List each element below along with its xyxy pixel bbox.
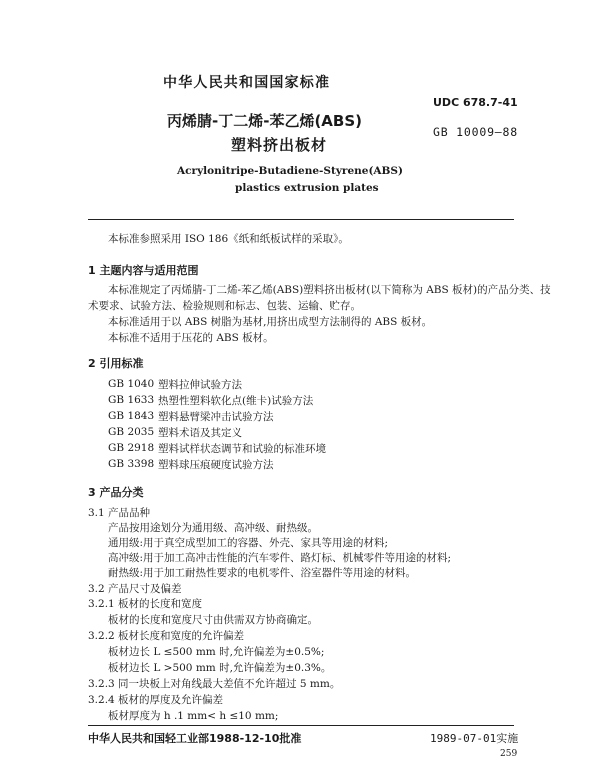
subsection-3-2-1: 3.2.1 板材的长度和宽度: [88, 598, 203, 610]
ref-code: GB 1040: [108, 378, 155, 390]
section-2-heading: 2 引用标准: [88, 357, 144, 370]
section-1-para2: 本标准适用于以 ABS 树脂为基材,用挤出成型方法制得的 ABS 板材。: [108, 316, 433, 328]
section-1-heading: 1 主题内容与适用范围: [88, 264, 199, 277]
ref-name: 热塑性塑料软化点(维卡)试验方法: [158, 395, 314, 407]
grade-high-impact: 高冲级:用于加工高冲击性能的汽车零件、路灯标、机械零件等用途的材料;: [108, 552, 452, 564]
subsection-3-2-1-text: 板材的长度和宽度尺寸由供需双方协商确定。: [108, 614, 318, 626]
udc-code: UDC 678.7-41: [433, 96, 518, 109]
english-title-line2: plastics extrusion plates: [235, 182, 379, 194]
subsection-3-2-4-text: 板材厚度为 h .1 mm< h ≤10 mm;: [108, 710, 279, 722]
page-number: 259: [500, 749, 518, 759]
ref-code: GB 3398: [108, 458, 155, 470]
subsection-3-1: 3.1 产品品种: [88, 507, 151, 519]
ref-code: GB 2918: [108, 442, 155, 454]
tolerance-small: 板材边长 L ≤500 mm 时,允许偏差为±0.5%;: [108, 646, 325, 658]
approval-statement: 中华人民共和国轻工业部1988-12-10批准: [88, 732, 302, 745]
ref-name: 塑料拉伸试验方法: [158, 379, 242, 391]
national-standard-heading: 中华人民共和国国家标准: [163, 75, 331, 91]
ref-name: 塑料术语及其定义: [158, 427, 242, 439]
section-1-para3: 本标准不适用于压花的 ABS 板材。: [108, 332, 274, 344]
ref-name: 塑料悬臂梁冲击试验方法: [158, 411, 274, 423]
section-3-heading: 3 产品分类: [88, 486, 144, 499]
document-title-line2: 塑料挤出板材: [231, 136, 328, 154]
section-1-para1a: 本标准规定了丙烯腈-丁二烯-苯乙烯(ABS)塑料挤出板材(以下简称为 ABS 板材)的产品分类、技: [108, 284, 551, 296]
english-title-line1: Acrylonitripe-Butadiene-Styrene(ABS): [177, 165, 403, 177]
gb-number: GB 10009—88: [433, 125, 518, 139]
subsection-3-2-2: 3.2.2 板材长度和宽度的允许偏差: [88, 630, 245, 642]
subsection-3-2-4: 3.2.4 板材的厚度及允许偏差: [88, 694, 224, 706]
subsection-3-1-text: 产品按用途划分为通用级、高冲级、耐热级。: [108, 522, 318, 534]
ref-name: 塑料试样状态调节和试验的标准环境: [158, 443, 326, 455]
ref-code: GB 1843: [108, 410, 155, 422]
subsection-3-2: 3.2 产品尺寸及偏差: [88, 583, 182, 595]
section-1-para1b: 术要求、试验方法、检验规则和标志、包装、运输、贮存。: [88, 300, 361, 312]
grade-general: 通用级:用于真空成型加工的容器、外壳、家具等用途的材料;: [108, 537, 389, 549]
ref-name: 塑料球压痕硬度试验方法: [158, 459, 274, 471]
tolerance-large: 板材边长 L >500 mm 时,允许偏差为±0.3%。: [108, 662, 332, 674]
bottom-divider: [88, 725, 514, 726]
grade-heat-resistant: 耐热级:用于加工耐热性要求的电机零件、浴室器件等用途的材料。: [108, 567, 417, 579]
ref-code: GB 2035: [108, 426, 155, 438]
ref-code: GB 1633: [108, 394, 155, 406]
implementation-date: 1989-07-01实施: [430, 732, 519, 745]
document-title-line1: 丙烯腈-丁二烯-苯乙烯(ABS): [167, 112, 363, 130]
subsection-3-2-3: 3.2.3 同一块板上对角线最大差值不允许超过 5 mm。: [88, 678, 341, 690]
top-divider: [88, 219, 514, 220]
intro-paragraph: 本标准参照采用 ISO 186《纸和纸板试样的采取》。: [108, 233, 349, 245]
